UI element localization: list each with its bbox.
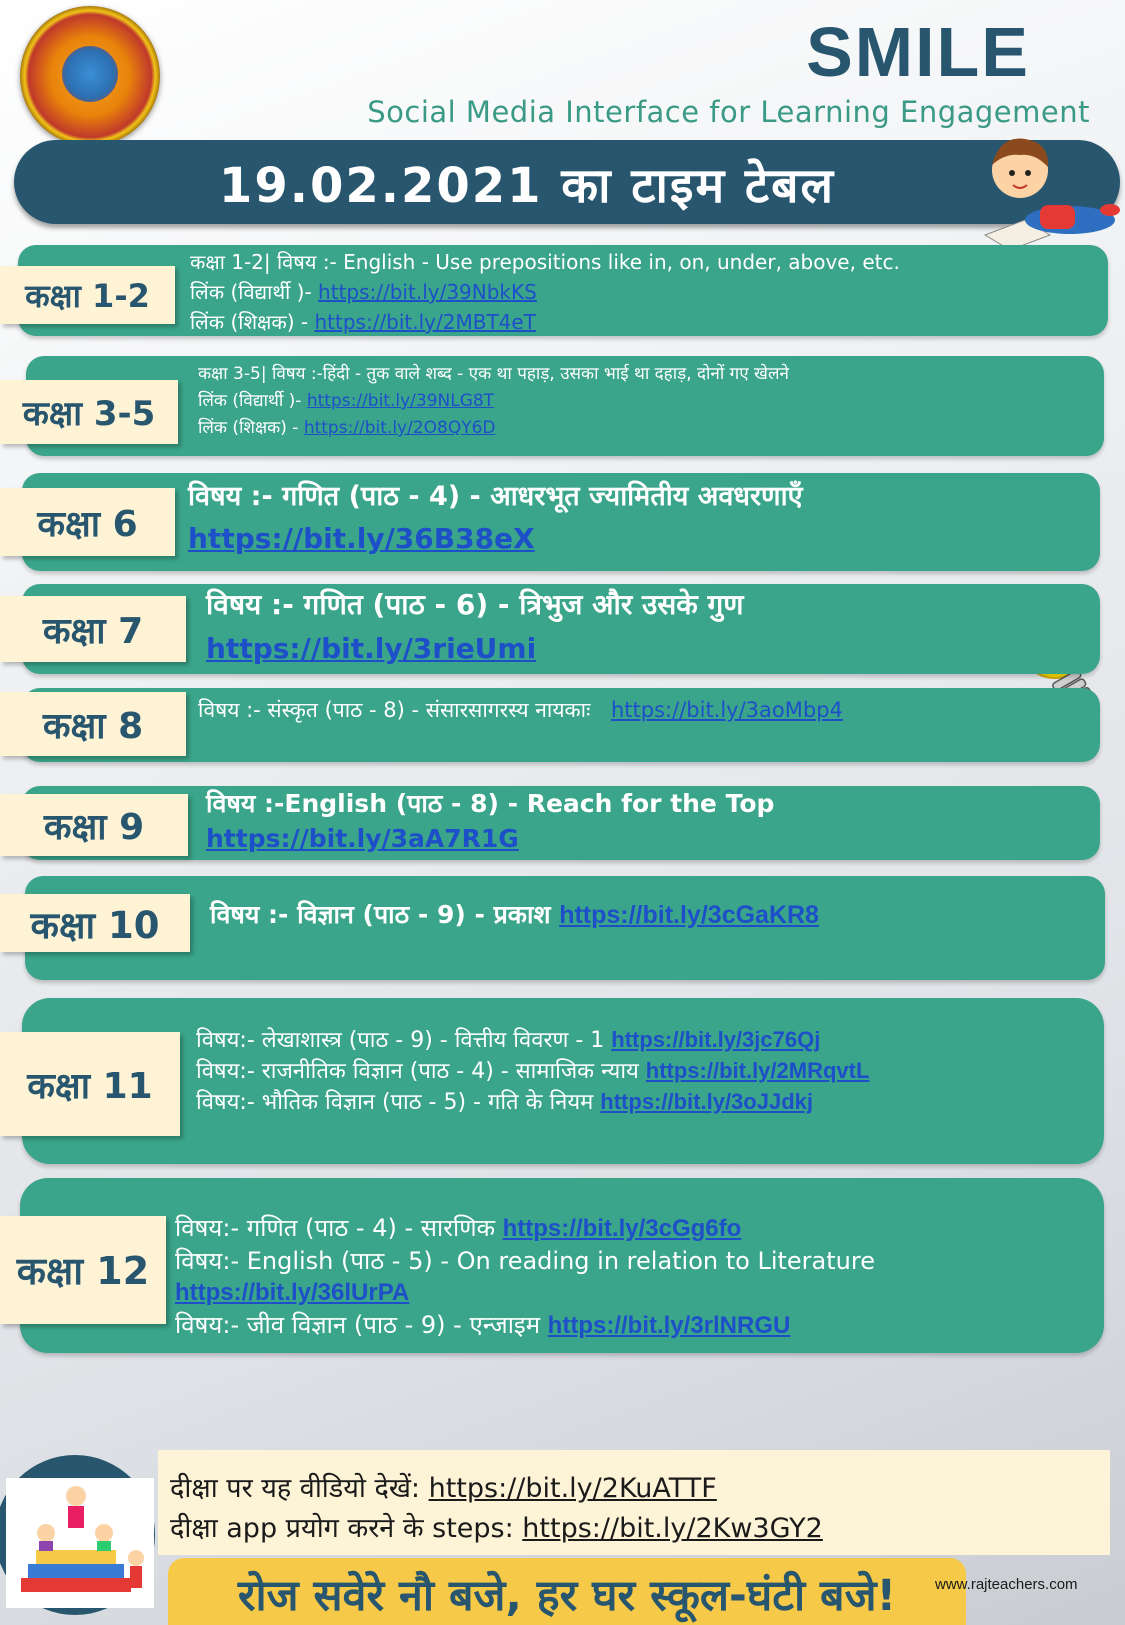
subject-item: विषय:- गणित (पाठ - 4) - सारणिक https://bit.ly/3cGg6fo bbox=[175, 1214, 742, 1242]
lesson-link[interactable]: https://bit.ly/3jc76Qj bbox=[611, 1027, 821, 1052]
class-label-11: कक्षा 11 bbox=[0, 1032, 180, 1136]
class-label-8: कक्षा 8 bbox=[0, 692, 186, 756]
row-content-3-5 bbox=[198, 361, 789, 442]
subject-text: कक्षा 3-5| विषय :-हिंदी - तुक वाले शब्द - एक था पहाड़, उसका भाई था दहाड़, दोनों गए खेलने bbox=[198, 364, 789, 384]
row-content-12 bbox=[175, 1212, 875, 1342]
brand-subtitle: Social Media Interface for Learning Engagement bbox=[367, 95, 1090, 129]
student-link[interactable]: https://bit.ly/39NbkKS bbox=[318, 280, 537, 304]
row-content-10 bbox=[210, 897, 819, 933]
teacher-link-label: लिंक (शिक्षक) - bbox=[198, 418, 304, 438]
student-link-label: लिंक (विद्यार्थी )- bbox=[198, 391, 307, 411]
teacher-link[interactable]: https://bit.ly/2O8QY6D bbox=[303, 418, 496, 438]
subject-text: कक्षा 1-2| विषय :- English - Use prepositions like in, on, under, above, etc. bbox=[190, 250, 900, 274]
reading-kid-illustration bbox=[965, 125, 1125, 250]
teacher-link[interactable]: https://bit.ly/2MBT4eT bbox=[314, 310, 536, 334]
student-link-label: लिंक (विद्यार्थी )- bbox=[190, 280, 319, 304]
class-label-12: कक्षा 12 bbox=[0, 1216, 166, 1324]
lesson-link[interactable]: https://bit.ly/3oJJdkj bbox=[600, 1089, 813, 1114]
rajasthan-shiksha-logo bbox=[20, 6, 160, 146]
deeksha-steps-line: दीक्षा app प्रयोग करने के steps: https://bit.ly/2Kw3GY2 bbox=[170, 1513, 823, 1544]
lesson-link[interactable]: https://bit.ly/2MRqvtL bbox=[645, 1058, 870, 1083]
lesson-link[interactable]: https://bit.ly/3rieUmi bbox=[206, 632, 537, 665]
lesson-link[interactable]: https://bit.ly/3rlNRGU bbox=[547, 1312, 791, 1339]
class-label-10: कक्षा 10 bbox=[0, 894, 190, 952]
subject-item: विषय:- भौतिक विज्ञान (पाठ - 5) - गति के नियम https://bit.ly/3oJJdkj bbox=[196, 1089, 813, 1115]
row-content-7 bbox=[206, 583, 744, 671]
website-text: www.rajteachers.com bbox=[935, 1576, 1078, 1593]
subject-text: विषय :- गणित (पाठ - 6) - त्रिभुज और उसके गुण bbox=[206, 588, 744, 621]
subject-text: विषय :- विज्ञान (पाठ - 9) - प्रकाश bbox=[210, 900, 560, 929]
deeksha-steps-link[interactable]: https://bit.ly/2Kw3GY2 bbox=[522, 1513, 823, 1544]
deeksha-video-line: दीक्षा पर यह वीडियो देखें: https://bit.ly/2KuATTF bbox=[170, 1473, 717, 1504]
subject-text: विषय :- गणित (पाठ - 4) - आधरभूत ज्यामितीय अवधरणाएँ bbox=[188, 481, 803, 512]
lesson-link[interactable]: https://bit.ly/36lUrPA bbox=[175, 1279, 410, 1306]
lesson-link[interactable]: https://bit.ly/3cGaKR8 bbox=[559, 901, 819, 929]
student-link[interactable]: https://bit.ly/39NLG8T bbox=[306, 391, 495, 411]
teacher-link-label: लिंक (शिक्षक) - bbox=[190, 310, 315, 334]
deeksha-video-link[interactable]: https://bit.ly/2KuATTF bbox=[428, 1473, 717, 1504]
subject-item: विषय:- लेखाशास्त्र (पाठ - 9) - वित्तीय विवरण - 1 https://bit.ly/3jc76Qj bbox=[196, 1027, 821, 1053]
subject-item: विषय:- राजनीतिक विज्ञान (पाठ - 4) - सामाजिक न्याय https://bit.ly/2MRqvtL bbox=[196, 1058, 870, 1084]
brand-title: SMILE bbox=[806, 13, 1030, 91]
slogan-bar bbox=[168, 1558, 966, 1625]
row-content-8 bbox=[198, 694, 843, 726]
row-content-6 bbox=[188, 476, 803, 560]
lesson-link[interactable]: https://bit.ly/3aA7R1G bbox=[206, 824, 519, 853]
class-label-1-2: कक्षा 1-2 bbox=[0, 266, 175, 324]
lesson-link[interactable]: https://bit.ly/3aoMbp4 bbox=[611, 698, 843, 722]
slogan-text: रोज सवेरे नौ बजे, हर घर स्कूल-घंटी बजे! bbox=[237, 1571, 897, 1621]
deeksha-info-box bbox=[158, 1450, 1110, 1555]
class-label-6: कक्षा 6 bbox=[0, 488, 175, 556]
row-content-1-2 bbox=[190, 247, 900, 337]
class-label-3-5: कक्षा 3-5 bbox=[0, 380, 178, 444]
class-label-9: कक्षा 9 bbox=[0, 794, 188, 856]
lesson-link[interactable]: https://bit.ly/36B38eX bbox=[188, 522, 535, 555]
subject-item: विषय:- English (पाठ - 5) - On reading in relation to Literature bbox=[175, 1247, 875, 1275]
class-label-7: कक्षा 7 bbox=[0, 596, 186, 662]
date-banner bbox=[14, 140, 1120, 224]
row-content-11 bbox=[196, 1025, 869, 1118]
subject-item: विषय:- जीव विज्ञान (पाठ - 9) - एन्जाइम https://bit.ly/3rlNRGU bbox=[175, 1311, 791, 1339]
map-emblem-icon bbox=[62, 46, 118, 102]
kids-on-books-illustration bbox=[6, 1478, 154, 1608]
row-content-9 bbox=[206, 786, 774, 856]
banner-title: 19.02.2021 का टाइम टेबल bbox=[218, 158, 836, 214]
subject-text: विषय :-English (पाठ - 8) - Reach for the Top bbox=[206, 789, 775, 818]
lesson-link[interactable]: https://bit.ly/3cGg6fo bbox=[502, 1215, 742, 1242]
subject-text: विषय :- संस्कृत (पाठ - 8) - संसारसागरस्य नायकाः bbox=[198, 698, 597, 722]
